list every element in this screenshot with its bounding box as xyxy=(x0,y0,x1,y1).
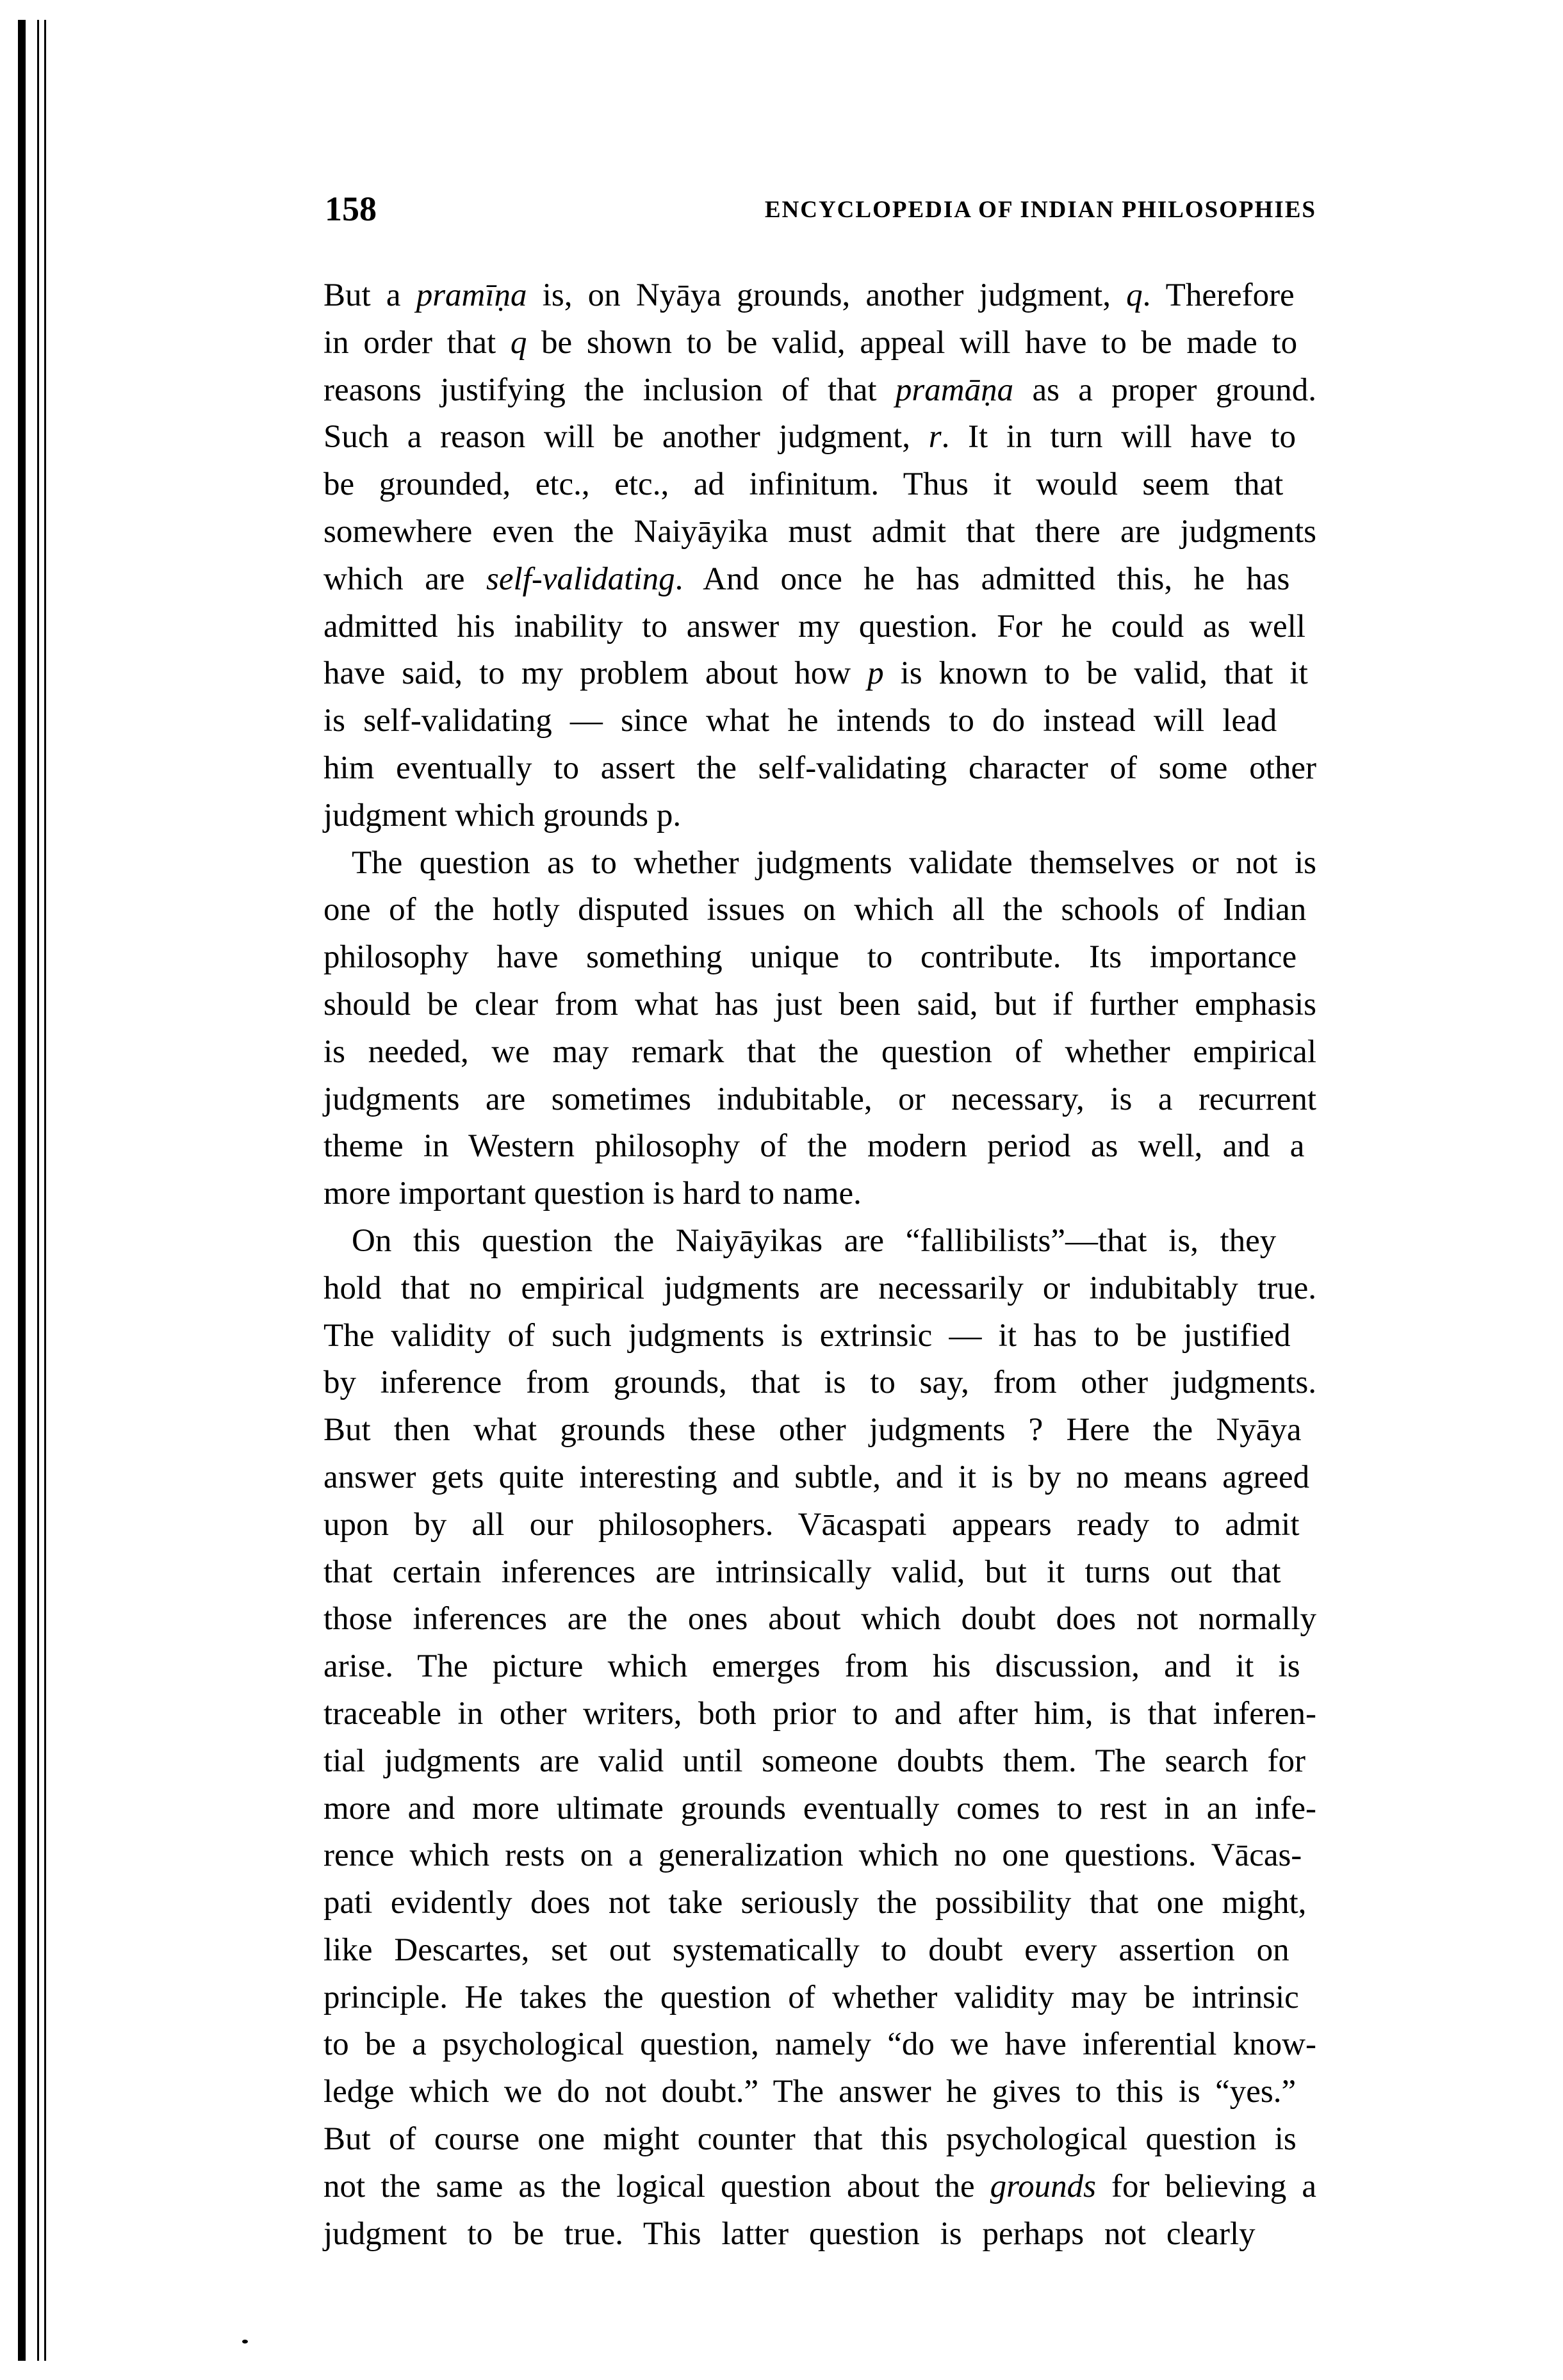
text-line xyxy=(323,320,1316,367)
text-segment: answer gets quite interesting and subtle, and it is by no means agreed xyxy=(323,1459,1310,1495)
text-line xyxy=(323,1265,1316,1313)
text-segment: principle. He takes the question of whether validity may be intrinsic xyxy=(323,1979,1299,2015)
text-line xyxy=(323,1927,1316,1974)
text-line xyxy=(323,2211,1316,2258)
text-line xyxy=(323,414,1316,461)
text-segment: But then what grounds these other judgments ? Here the Nyāya xyxy=(323,1412,1302,1449)
text-segment: for believing a xyxy=(1095,2168,1316,2204)
text-line xyxy=(323,981,1316,1029)
text-line xyxy=(323,367,1316,414)
text-line xyxy=(323,1643,1316,1691)
text-segment: hold that no empirical judgments are necessarily or indubitably true. xyxy=(323,1270,1316,1306)
text-line xyxy=(323,1880,1316,1927)
text-segment: arise. The picture which emerges from his discussion, and it is xyxy=(323,1648,1300,1685)
text-line xyxy=(323,1738,1316,1785)
text-line xyxy=(323,1502,1316,1549)
text-segment: have said, to my problem about how xyxy=(323,655,868,692)
text-line xyxy=(323,792,1316,840)
text-segment: admitted his inability to answer my question. For he could as well xyxy=(323,608,1305,644)
text-segment: to be a psychological question, namely “do we have inferential know- xyxy=(323,2026,1316,2063)
text-line xyxy=(323,1359,1316,1407)
text-segment: Such a reason will be another judgment, xyxy=(323,419,929,455)
text-segment: him eventually to assert the self-validating character of some other xyxy=(323,750,1316,786)
text-line xyxy=(323,1029,1316,1076)
text-segment: traceable in other writers, both prior to and after him, is that inferen- xyxy=(323,1695,1316,1732)
text-segment: But a xyxy=(323,277,416,313)
text-segment: those inferences are the ones about which doubt does not normally xyxy=(323,1601,1316,1637)
text-segment: somewhere even the Naiyāyika must admit that there are judgments xyxy=(323,513,1316,550)
italic-term: p xyxy=(867,655,884,692)
text-line xyxy=(323,887,1316,934)
italic-term: grounds xyxy=(990,2168,1096,2204)
text-segment: The question as to whether judgments validate themselves or not is xyxy=(352,844,1316,881)
italic-term: pramāṇa xyxy=(895,372,1014,408)
text-line xyxy=(323,1170,1316,1218)
text-segment: not the same as the logical question about the xyxy=(323,2168,990,2204)
text-line xyxy=(323,2116,1316,2163)
italic-term: q xyxy=(510,324,527,361)
text-segment: upon by all our philosophers. Vācaspati appears ready to admit xyxy=(323,1506,1300,1543)
running-head xyxy=(323,190,1316,228)
text-segment: . Therefore xyxy=(1142,277,1295,313)
page-number: 158 xyxy=(325,190,377,228)
italic-term: pramīṇa xyxy=(416,277,527,313)
text-line xyxy=(323,2163,1316,2211)
text-line xyxy=(323,745,1316,792)
book-binding-line xyxy=(37,20,39,2361)
text-segment: as a proper ground. xyxy=(1013,372,1316,408)
text-line xyxy=(323,1832,1316,1880)
text-segment: in order that xyxy=(323,324,511,361)
running-title: ENCYCLOPEDIA OF INDIAN PHILOSOPHIES xyxy=(764,197,1316,223)
book-binding-edge xyxy=(18,20,26,2361)
scan-speck xyxy=(242,2340,248,2343)
text-segment: should be clear from what has just been said, but if further emphasis xyxy=(323,986,1316,1022)
text-line xyxy=(323,1123,1316,1170)
text-segment: more important question is hard to name. xyxy=(323,1176,862,1212)
text-segment: On this question the Naiyāyikas are “fallibilists”—that is, they xyxy=(352,1222,1277,1259)
text-segment: be shown to be valid, appeal will have to be made to xyxy=(527,324,1298,361)
text-segment: theme in Western philosophy of the modern period as well, and a xyxy=(323,1128,1305,1165)
text-line xyxy=(323,509,1316,556)
text-segment: be grounded, etc., etc., ad infinitum. Thus it would seem that xyxy=(323,466,1284,503)
text-line xyxy=(323,934,1316,981)
text-line xyxy=(323,840,1316,887)
text-line xyxy=(323,1785,1316,1833)
text-segment: philosophy have something unique to contribute. Its importance xyxy=(323,939,1297,976)
text-line xyxy=(323,272,1316,320)
text-line xyxy=(323,1974,1316,2022)
text-segment: more and more ultimate grounds eventually comes to rest in an infe- xyxy=(323,1790,1316,1826)
text-segment: which are xyxy=(323,561,487,597)
text-segment: judgments are sometimes indubitable, or necessary, is a recurrent xyxy=(323,1081,1316,1117)
text-line xyxy=(323,2069,1316,2116)
text-line xyxy=(323,698,1316,745)
italic-term: r xyxy=(928,419,942,455)
text-segment: by inference from grounds, that is to say, from other judgments. xyxy=(323,1365,1316,1401)
text-segment: . And once he has admitted this, he has xyxy=(675,561,1290,597)
text-segment: is needed, we may remark that the question of whether empirical xyxy=(323,1033,1316,1070)
text-line xyxy=(323,556,1316,603)
text-segment: is known to be valid, that it xyxy=(883,655,1308,692)
text-segment: that certain inferences are intrinsically valid, but it turns out that xyxy=(323,1554,1281,1590)
text-segment: judgment which grounds p. xyxy=(323,797,682,833)
text-segment: like Descartes, set out systematically to doubt every assertion on xyxy=(323,1932,1289,1968)
text-line xyxy=(323,461,1316,509)
text-segment: ledge which we do not doubt.” The answer he gives to this is “yes.” xyxy=(323,2074,1297,2110)
text-segment: . It in turn will have to xyxy=(941,419,1297,455)
text-segment: rence which rests on a generalization which no one questions. Vācas- xyxy=(323,1837,1302,1874)
book-binding-line xyxy=(44,20,46,2361)
text-segment: is, on Nyāya grounds, another judgment, xyxy=(527,277,1127,313)
italic-term: self-validating xyxy=(486,561,675,597)
text-segment: judgment to be true. This latter question is perhaps not clearly xyxy=(323,2215,1256,2252)
text-line xyxy=(323,1218,1316,1265)
text-line xyxy=(323,603,1316,651)
text-line xyxy=(323,1549,1316,1596)
text-line xyxy=(323,1691,1316,1738)
text-line xyxy=(323,1454,1316,1502)
text-segment: The validity of such judgments is extrinsic — it has to be justified xyxy=(323,1317,1291,1354)
text-line xyxy=(323,1076,1316,1124)
text-segment: pati evidently does not take seriously the possibility that one might, xyxy=(323,1885,1307,1921)
text-line xyxy=(323,1596,1316,1643)
text-segment: tial judgments are valid until someone doubts them. The search for xyxy=(323,1743,1305,1779)
text-segment: reasons justifying the inclusion of that xyxy=(323,372,896,408)
italic-term: q xyxy=(1126,277,1143,313)
text-line xyxy=(323,2021,1316,2069)
text-segment: one of the hotly disputed issues on which all the schools of Indian xyxy=(323,892,1307,928)
body-text xyxy=(323,272,1316,2258)
text-segment: is self-validating — since what he intends to do instead will lead xyxy=(323,703,1277,739)
text-line xyxy=(323,1407,1316,1454)
text-segment: But of course one might counter that this psychological question is xyxy=(323,2121,1297,2158)
text-line xyxy=(323,650,1316,698)
text-line xyxy=(323,1313,1316,1360)
